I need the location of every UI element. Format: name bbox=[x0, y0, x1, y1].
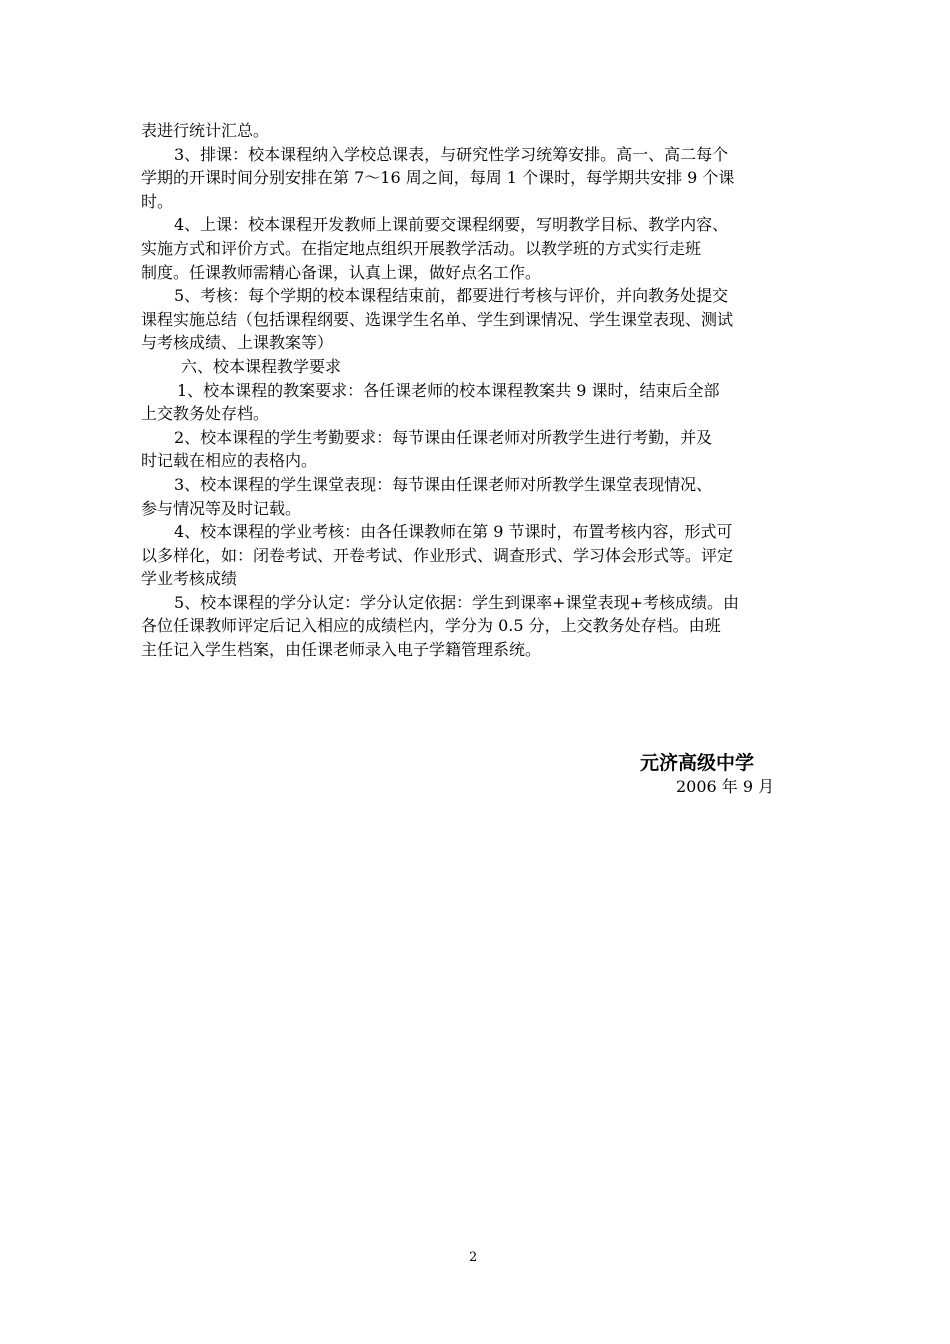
section-heading: 六、校本课程教学要求 bbox=[181, 356, 342, 376]
text-line: 1、校本课程的教案要求：各任课老师的校本课程教案共 9 课时，结束后全部 bbox=[177, 380, 720, 400]
text-line: 实施方式和评价方式。在指定地点组织开展教学活动。以教学班的方式实行走班 bbox=[141, 238, 702, 258]
text-line: 2、校本课程的学生考勤要求：每节课由任课老师对所教学生进行考勤，并及 bbox=[174, 427, 713, 447]
text-line: 与考核成绩、上课教案等） bbox=[141, 333, 334, 353]
text-line: 学业考核成绩 bbox=[141, 569, 238, 589]
signature-school: 元济高级中学 bbox=[640, 752, 755, 774]
text-line: 3、校本课程的学生课堂表现：每节课由任课老师对所教学生课堂表现情况、 bbox=[174, 474, 713, 494]
text-line: 课程实施总结（包括课程纲要、选课学生名单、学生到课情况、学生课堂表现、测试 bbox=[141, 309, 734, 329]
text-line: 学期的开课时间分别安排在第 7～16 周之间，每周 1 个课时，每学期共安排 9 个课 bbox=[141, 168, 735, 188]
text-line: 5、考核：每个学期的校本课程结束前，都要进行考核与评价，并向教务处提交 bbox=[174, 286, 729, 306]
text-line: 时记载在相应的表格内。 bbox=[141, 451, 318, 471]
text-line: 主任记入学生档案，由任课老师录入电子学籍管理系统。 bbox=[141, 640, 542, 660]
text-line: 时。 bbox=[141, 191, 174, 211]
page-number: 2 bbox=[469, 1250, 478, 1265]
text-line: 以多样化，如：闭卷考试、开卷考试、作业形式、调查形式、学习体会形式等。评定 bbox=[141, 545, 734, 565]
text-line: 上交教务处存档。 bbox=[141, 404, 270, 424]
text-line: 表进行统计汇总。 bbox=[141, 121, 270, 140]
text-line: 5、校本课程的学分认定：学分认定依据：学生到课率+课堂表现+考核成绩。由 bbox=[174, 592, 739, 612]
text-line: 参与情况等及时记载。 bbox=[141, 498, 302, 518]
document-body bbox=[141, 119, 811, 662]
text-line: 4、上课：校本课程开发教师上课前要交课程纲要，写明教学目标、教学内容、 bbox=[174, 215, 729, 235]
text-line: 制度。任课教师需精心备课，认真上课，做好点名工作。 bbox=[141, 262, 542, 282]
text-line: 各位任课教师评定后记入相应的成绩栏内，学分为 0.5 分，上交教务处存档。由班 bbox=[141, 616, 721, 636]
text-line: 4、校本课程的学业考核：由各任课教师在第 9 节课时，布置考核内容，形式可 bbox=[174, 522, 733, 542]
signature-date: 2006 年 9 月 bbox=[676, 777, 775, 796]
text-line: 3、排课：校本课程纳入学校总课表，与研究性学习统筹安排。高一、高二每个 bbox=[174, 144, 729, 164]
